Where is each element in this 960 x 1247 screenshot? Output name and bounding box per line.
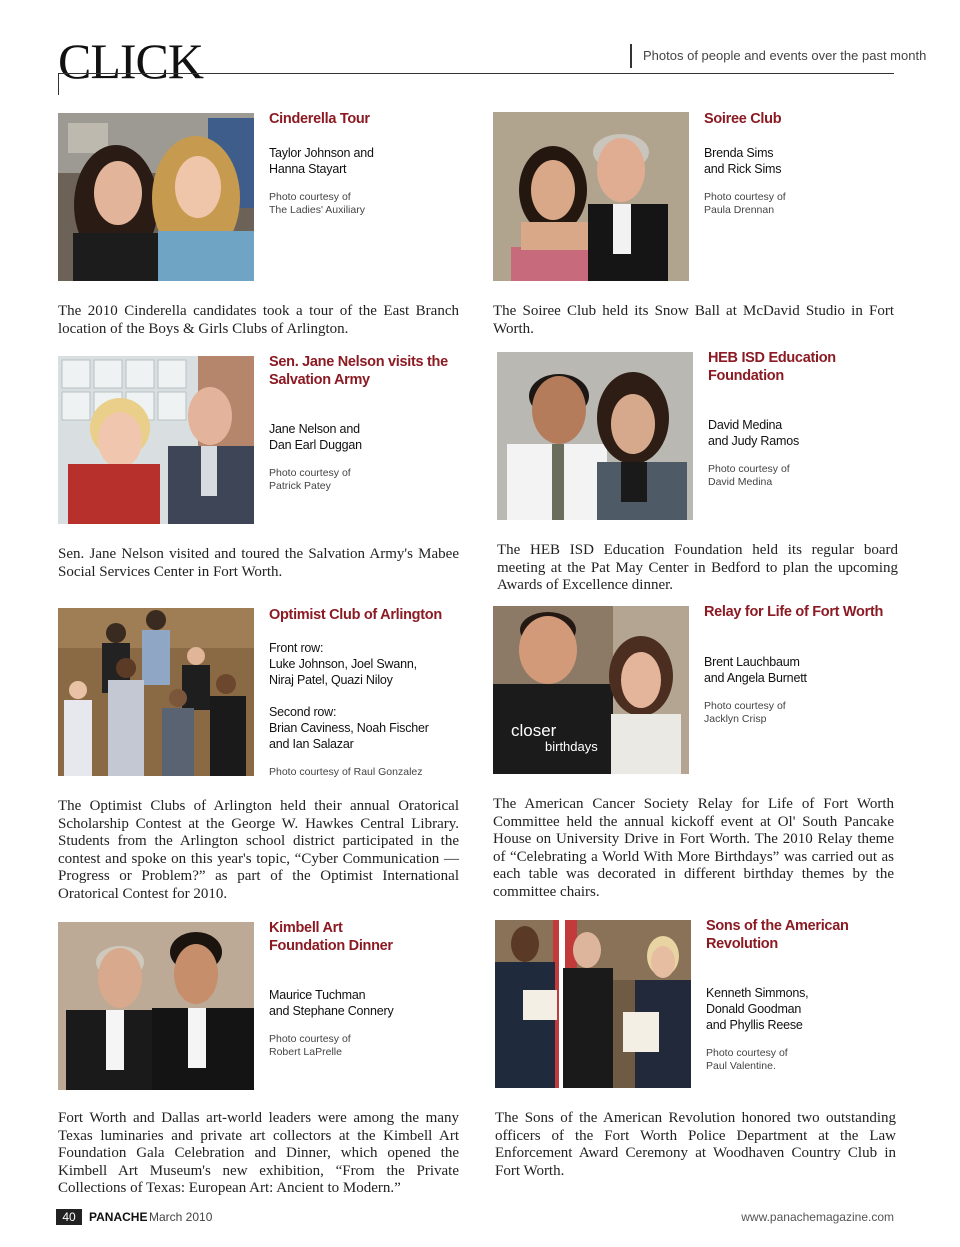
photo-soiree-club — [493, 112, 689, 281]
issue-date: March 2010 — [149, 1210, 213, 1224]
shirt-text-birthdays: birthdays — [545, 739, 598, 754]
page-number: 40 — [56, 1209, 82, 1225]
event-title: Sons of the American Revolution — [706, 918, 849, 952]
event-title: HEB ISD Education Foundation — [708, 350, 836, 384]
event-title: Soiree Club — [704, 111, 782, 127]
header-tick — [58, 73, 59, 95]
photo-kimbell-art — [58, 922, 254, 1090]
people-names: Jane Nelson and Dan Earl Duggan — [269, 422, 362, 452]
photo-optimist-club — [58, 608, 254, 776]
photo-relay-for-life — [493, 606, 689, 774]
photo-jane-nelson — [58, 356, 254, 524]
page-subtitle: Photos of people and events over the past month — [643, 48, 927, 63]
photo-credit: Photo courtesy of Paula Drennan — [704, 191, 786, 216]
photo-credit: Photo courtesy of The Ladies' Auxiliary — [269, 191, 365, 216]
event-title: Sen. Jane Nelson visits the Salvation Army — [269, 354, 448, 388]
story-caption: The American Cancer Society Relay for Life of Fort Worth Committee held the annual kickoff event at Ol' South Pancake House on University Drive in Fort Worth. The 2010 Relay theme of “Celebrating a World With More Birthdays” was carried out as each table was decorated in different birthday themes by the committee chairs. — [493, 796, 894, 900]
story-caption: The Soiree Club held its Snow Ball at McDavid Studio in Fort Worth. — [493, 303, 894, 337]
photo-credit: Photo courtesy of Paul Valentine. — [706, 1047, 788, 1072]
page-title: CLICK — [58, 33, 203, 89]
header-rule — [58, 73, 894, 74]
story-caption: The 2010 Cinderella candidates took a tour of the East Branch location of the Boys & Girls Clubs of Arlington. — [58, 303, 459, 337]
photo-heb-isd — [497, 352, 693, 520]
photo-credit: Photo courtesy of Jacklyn Crisp — [704, 700, 786, 725]
event-title: Optimist Club of Arlington — [269, 607, 442, 623]
shirt-text-closer: closer — [511, 721, 557, 740]
story-caption: The Optimist Clubs of Arlington held their annual Oratorical Scholarship Contest at the George W. Hawkes Central Library. Students from the Arlington school district participated in the contest and spoke on this year's topic, “Cyber Communication — Progress or Problem?” as part of the Optimist International Oratorical Contest for 2010. — [58, 798, 459, 902]
story-caption: Sen. Jane Nelson visited and toured the Salvation Army's Mabee Social Services Center in Fort Worth. — [58, 546, 459, 580]
photo-credit: Photo courtesy of Patrick Patey — [269, 467, 351, 492]
people-names: Maurice Tuchman and Stephane Connery — [269, 988, 394, 1018]
people-names: Front row: Luke Johnson, Joel Swann, Niraj Patel, Quazi Niloy Second row: Brian Caviness, Noah Fischer and Ian Salazar — [269, 641, 429, 751]
photo-cinderella-tour — [58, 113, 254, 281]
event-title: Relay for Life of Fort Worth — [704, 604, 884, 620]
story-caption: The Sons of the American Revolution honored two outstanding officers of the Fort Worth Police Department at the Law Enforcement Award Ceremony at Woodhaven Country Club in Fort Worth. — [495, 1110, 896, 1179]
magazine-name: PANACHE — [89, 1210, 148, 1224]
photo-sons-of-american-revolution — [495, 920, 691, 1088]
event-title: Kimbell Art Foundation Dinner — [269, 920, 393, 954]
people-names: Kenneth Simmons, Donald Goodman and Phyllis Reese — [706, 986, 809, 1032]
photo-credit: Photo courtesy of Raul Gonzalez — [269, 766, 423, 778]
story-caption: Fort Worth and Dallas art-world leaders were among the many Texas luminaries and private art collectors at the Kimbell Art Foundation Gala Celebration and Dinner, which opened the Kimbell Art Museum's new exhibition, “From the Private Collections of Texas: European Art: Ancient to Modern.” — [58, 1110, 459, 1196]
story-caption: The HEB ISD Education Foundation held its regular board meeting at the Pat May Center in Bedford to plan the upcoming Awards of Excellence dinner. — [497, 542, 898, 593]
people-names: Brent Lauchbaum and Angela Burnett — [704, 655, 807, 685]
website-link[interactable]: www.panachemagazine.com — [741, 1210, 894, 1224]
header-separator — [630, 44, 632, 68]
people-names: Taylor Johnson and Hanna Stayart — [269, 146, 374, 176]
people-names: Brenda Sims and Rick Sims — [704, 146, 782, 176]
photo-credit: Photo courtesy of Robert LaPrelle — [269, 1033, 351, 1058]
people-names: David Medina and Judy Ramos — [708, 418, 799, 448]
photo-credit: Photo courtesy of David Medina — [708, 463, 790, 488]
event-title: Cinderella Tour — [269, 111, 370, 127]
